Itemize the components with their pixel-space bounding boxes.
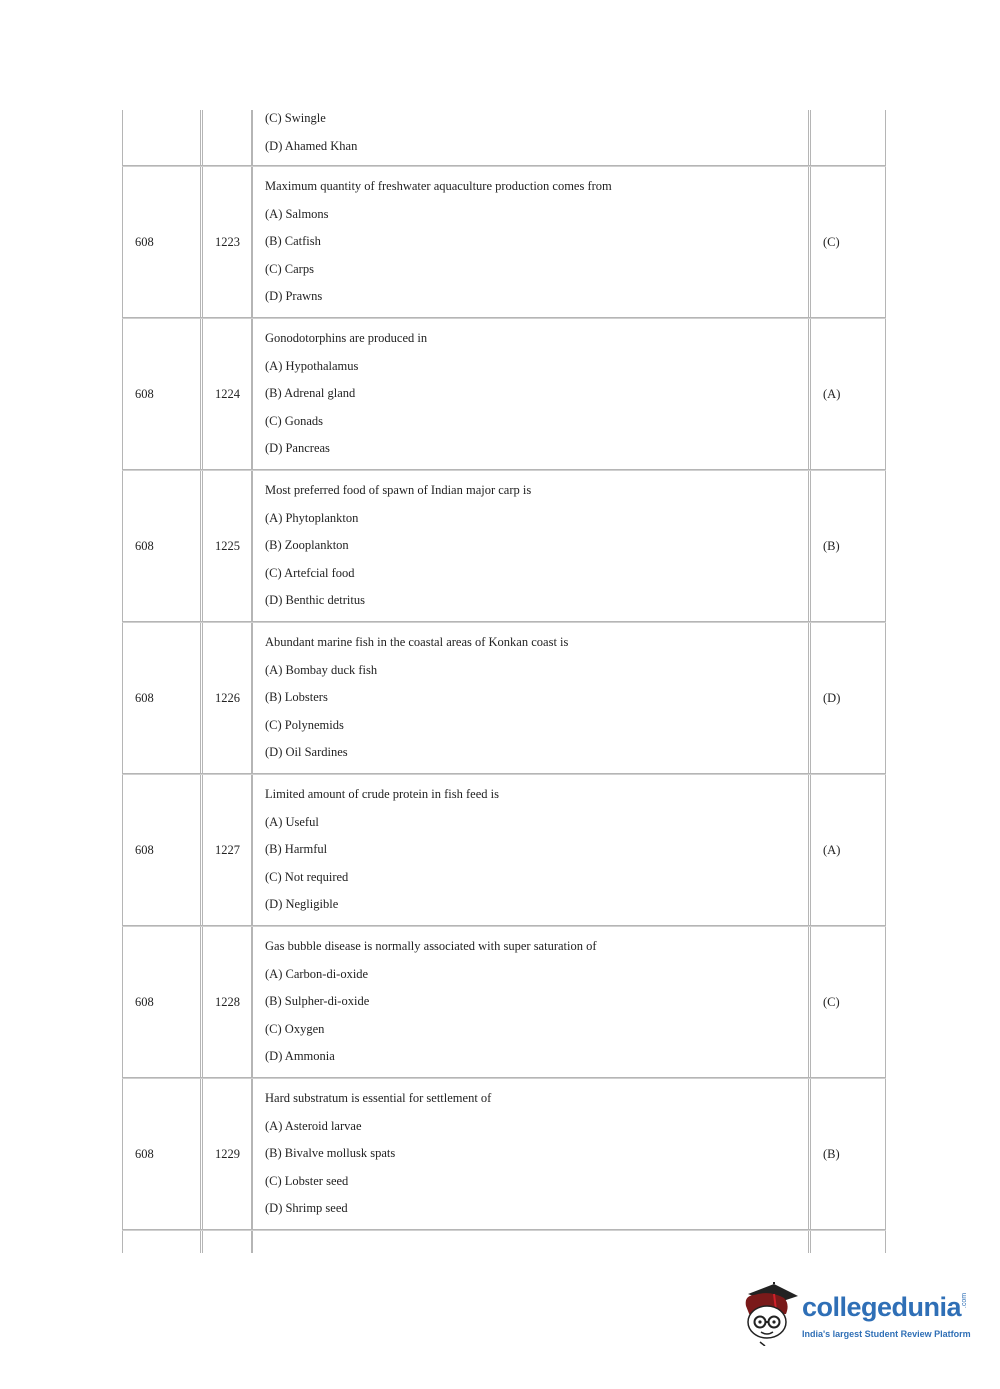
- number-cell: 1227: [202, 775, 252, 925]
- question-cell: [252, 623, 809, 773]
- option-d: (D) Benthic detritus: [265, 593, 365, 608]
- option-d: (D) Oil Sardines: [265, 745, 348, 760]
- serial-cell: [122, 1231, 201, 1253]
- number-cell: [202, 1231, 252, 1253]
- option-d: (D) Ammonia: [265, 1049, 335, 1064]
- number-cell: 1226: [202, 623, 252, 773]
- table-row-partial-bottom: [122, 1230, 886, 1253]
- table-row: [122, 774, 886, 926]
- serial-cell: 608: [122, 471, 201, 621]
- serial-cell: 608: [122, 167, 201, 317]
- answer-cell: [810, 110, 886, 165]
- option-b: (B) Adrenal gland: [265, 386, 356, 401]
- option-a: (A) Phytoplankton: [265, 510, 359, 525]
- answer-cell: (B): [810, 1079, 886, 1229]
- option-c: (C) Swingle: [265, 111, 326, 125]
- option-a: (A) Salmons: [265, 206, 329, 221]
- answer-cell: [810, 1231, 886, 1253]
- option-c: (C) Not required: [265, 869, 349, 884]
- table-row: [122, 1078, 886, 1230]
- question-cell: [252, 927, 809, 1077]
- question-text: Limited amount of crude protein in fish feed is: [265, 787, 499, 801]
- mascot-icon: [740, 1280, 800, 1346]
- question-cell: [252, 110, 809, 165]
- serial-cell: [122, 110, 201, 165]
- answer-cell: (C): [810, 167, 886, 317]
- question-cell: [252, 319, 809, 469]
- question-text: Most preferred food of spawn of Indian major carp is: [265, 483, 532, 497]
- option-c: (C) Gonads: [265, 413, 323, 428]
- serial-cell: 608: [122, 319, 201, 469]
- table-row: [122, 318, 886, 470]
- table-row: [122, 622, 886, 774]
- brand-tagline: India's largest Student Review Platform: [802, 1329, 971, 1339]
- question-text: Gonodotorphins are produced in: [265, 331, 428, 345]
- option-a: (A) Useful: [265, 814, 319, 829]
- answer-cell: (B): [810, 471, 886, 621]
- option-b: (B) Zooplankton: [265, 538, 349, 553]
- number-cell: 1229: [202, 1079, 252, 1229]
- serial-cell: 608: [122, 775, 201, 925]
- option-d: (D) Shrimp seed: [265, 1201, 348, 1216]
- option-d: (D) Prawns: [265, 289, 323, 304]
- option-c: (C) Artefcial food: [265, 565, 355, 580]
- brand-suffix: .com: [961, 1292, 969, 1309]
- question-cell: [252, 1231, 809, 1253]
- option-d: (D) Negligible: [265, 897, 339, 912]
- option-a: (A) Hypothalamus: [265, 358, 359, 373]
- question-text: Hard substratum is essential for settlement of: [265, 1091, 492, 1105]
- question-text: Maximum quantity of freshwater aquaculture production comes from: [265, 179, 612, 193]
- question-cell: [252, 167, 809, 317]
- serial-cell: 608: [122, 1079, 201, 1229]
- question-cell: [252, 775, 809, 925]
- option-d: (D) Pancreas: [265, 441, 330, 456]
- option-b: (B) Catfish: [265, 234, 321, 249]
- number-cell: 1224: [202, 319, 252, 469]
- table-row: [122, 166, 886, 318]
- table-row: [122, 926, 886, 1078]
- answer-cell: (C): [810, 927, 886, 1077]
- option-b: (B) Bivalve mollusk spats: [265, 1146, 396, 1161]
- option-c: (C) Polynemids: [265, 717, 344, 732]
- table-row-partial-top: [122, 110, 886, 166]
- answer-cell: (A): [810, 319, 886, 469]
- question-cell: [252, 471, 809, 621]
- serial-cell: 608: [122, 927, 201, 1077]
- number-cell: 1223: [202, 167, 252, 317]
- table-row: [122, 470, 886, 622]
- question-text: Abundant marine fish in the coastal areas of Konkan coast is: [265, 635, 569, 649]
- option-d: (D) Ahamed Khan: [265, 138, 358, 153]
- number-cell: 1225: [202, 471, 252, 621]
- option-c: (C) Carps: [265, 261, 314, 276]
- option-c: (C) Oxygen: [265, 1021, 325, 1036]
- collegedunia-logo: [740, 1280, 980, 1350]
- number-cell: 1228: [202, 927, 252, 1077]
- serial-cell: 608: [122, 623, 201, 773]
- question-text: Gas bubble disease is normally associated with super saturation of: [265, 939, 597, 953]
- answer-cell: (A): [810, 775, 886, 925]
- option-a: (A) Carbon-di-oxide: [265, 966, 369, 981]
- option-b: (B) Sulpher-di-oxide: [265, 994, 370, 1009]
- option-c: (C) Lobster seed: [265, 1173, 349, 1188]
- question-table: [122, 110, 886, 1253]
- answer-cell: (D): [810, 623, 886, 773]
- option-b: (B) Harmful: [265, 842, 328, 857]
- brand-name: collegedunia: [802, 1292, 962, 1322]
- number-cell: [202, 110, 252, 165]
- option-b: (B) Lobsters: [265, 690, 328, 705]
- question-cell: [252, 1079, 809, 1229]
- option-a: (A) Bombay duck fish: [265, 662, 378, 677]
- option-a: (A) Asteroid larvae: [265, 1118, 362, 1133]
